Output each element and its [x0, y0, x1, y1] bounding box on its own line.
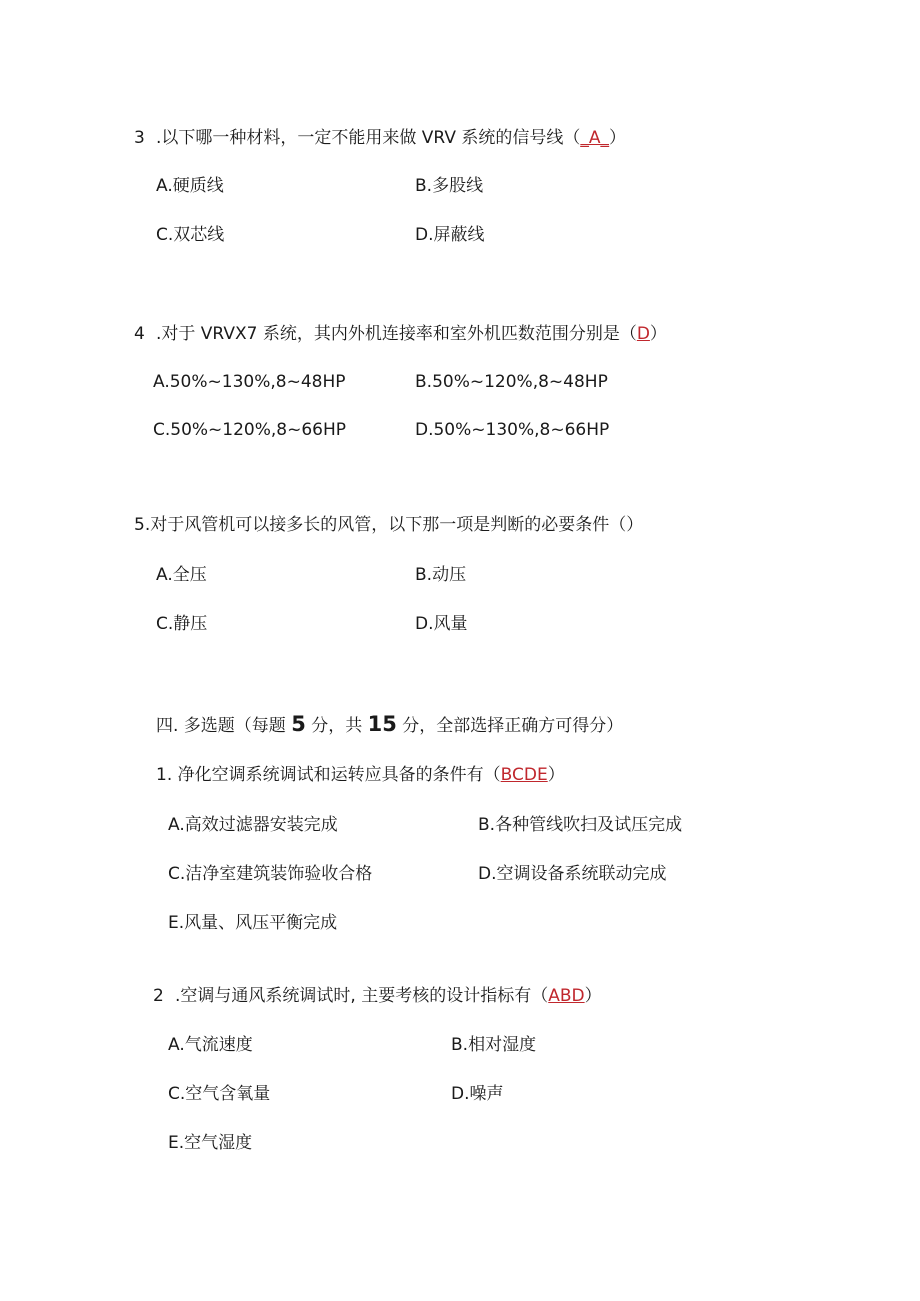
- option-b: B.动压: [415, 565, 467, 585]
- option-b: B.各种管线吹扫及试压完成: [478, 815, 683, 835]
- question-4: [134, 322, 667, 346]
- section-heading: [156, 710, 623, 740]
- option-e: E.空气湿度: [168, 1133, 253, 1153]
- answer: ABD: [548, 986, 585, 1006]
- option-c: C.静压: [156, 614, 208, 634]
- option-a: A.高效过滤器安装完成: [168, 815, 338, 835]
- option-d: D.空调设备系统联动完成: [478, 864, 667, 884]
- option-c: C.双芯线: [156, 225, 225, 245]
- section-prefix: 四. 多选题（每题: [156, 716, 292, 736]
- question-close: ）: [584, 986, 602, 1006]
- multi-question-1: [156, 763, 565, 787]
- question-5: 5.对于风管机可以接多长的风管，以下那一项是判断的必要条件（）: [134, 515, 644, 535]
- points-total: 15: [367, 712, 397, 736]
- question-text: .以下哪一种材料，一定不能用来做 VRV 系统的信号线（: [156, 128, 581, 148]
- question-text: 1. 净化空调系统调试和运转应具备的条件有（: [156, 765, 501, 785]
- option-a: A.气流速度: [168, 1035, 253, 1055]
- question-text: .对于 VRVX7 系统，其内外机连接率和室外机匹数范围分别是（: [156, 324, 637, 344]
- question-3: [134, 126, 626, 150]
- option-b: B.多股线: [415, 176, 484, 196]
- question-close: ）: [547, 765, 565, 785]
- option-d: D.屏蔽线: [415, 225, 485, 245]
- option-b: B.相对湿度: [451, 1035, 537, 1055]
- section-middle: 分，共: [305, 716, 368, 736]
- option-d: D.风量: [415, 614, 468, 634]
- question-close: ）: [649, 324, 667, 344]
- question-number: 3: [134, 128, 145, 148]
- multi-question-2: [153, 984, 602, 1008]
- option-a: A.全压: [156, 565, 207, 585]
- option-c: C.空气含氧量: [168, 1084, 271, 1104]
- points-each: 5: [291, 712, 306, 736]
- answer: BCDE: [500, 765, 548, 785]
- option-c: C.50%~120%,8~66HP: [153, 420, 347, 440]
- option-b: B.50%~120%,8~48HP: [415, 372, 608, 392]
- question-close: ）: [609, 128, 626, 148]
- option-d: D.噪声: [451, 1084, 504, 1104]
- option-a: A.50%~130%,8~48HP: [153, 372, 346, 392]
- question-number: 4: [134, 324, 145, 344]
- question-text: .空调与通风系统调试时, 主要考核的设计指标有（: [175, 986, 549, 1006]
- answer: D: [636, 324, 650, 344]
- option-a: A.硬质线: [156, 176, 224, 196]
- option-c: C.洁净室建筑装饰验收合格: [168, 864, 373, 884]
- option-e: E.风量、风压平衡完成: [168, 913, 338, 933]
- option-d: D.50%~130%,8~66HP: [415, 420, 610, 440]
- answer: _A_: [580, 128, 609, 148]
- section-suffix: 分，全部选择正确方可得分）: [396, 716, 624, 736]
- question-number: 2: [153, 986, 164, 1006]
